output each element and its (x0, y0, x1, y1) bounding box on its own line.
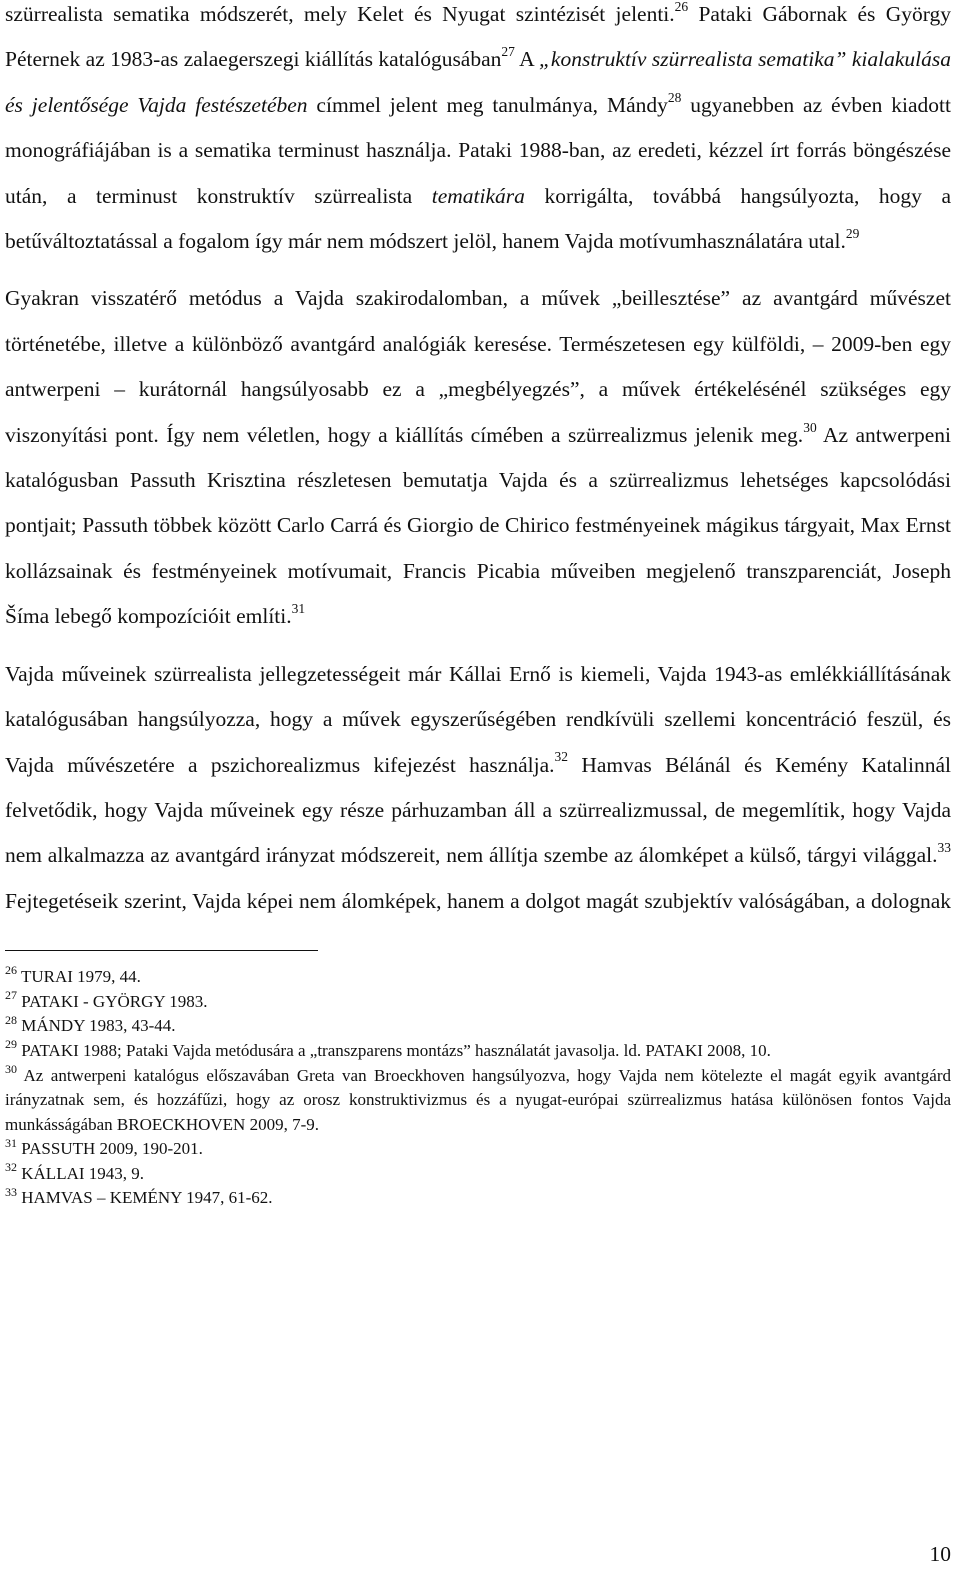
footnote-reference: 29 (845, 225, 860, 241)
footnote-item (5, 965, 951, 990)
footnote-number: 30 (5, 1061, 17, 1076)
footnote-number: 27 (5, 988, 17, 1003)
footnotes (5, 965, 951, 1211)
text-run: Fejtegetéseik szerint, Vajda képei nem álomképek, hanem a dolgot magát szubjektív valóságában, a dolognak (5, 888, 951, 913)
footnote-text: PATAKI 1988; Pataki Vajda metódusára a „transzparens montázs” használatát javasolja. ld. PATAKI 2008, 10. (17, 1040, 771, 1060)
paragraph-1 (5, 0, 951, 264)
text-run: korrigálta, továbbá hangsúlyozta, hogy a betűváltoztatással a fogalom így már nem módszert jelöl, hanem Vajda motívumhasználatára utal. (5, 183, 951, 254)
footnote-text: TURAI 1979, 44. (17, 967, 141, 987)
footnote-item (5, 1186, 951, 1211)
footnote-item (5, 1137, 951, 1162)
footnote-reference: 32 (554, 749, 568, 765)
italic-text: „konstruktív szürrealista sematika” kialakulása és jelentősége Vajda festészetében (5, 47, 952, 117)
text-run: A (514, 47, 539, 72)
text-run: címmel jelent meg tanulmánya, Mándy (307, 92, 668, 117)
footnote-text: Az antwerpeni katalógus előszavában Greta van Broeckhoven hangsúlyozva, hogy Vajda nem kötelezte el magát egyik avantgárd irányzatnak sem, és hozzáfűzi, hogy az orosz konstruktivizmus és a nyugat-európai szürrealizmus hatása különösen fontos Vajda munkásságában BROECKHOVEN 2009, 7-9. (5, 1065, 951, 1134)
text-run: Vajda műveinek szürrealista jellegzetességeit már Kállai Ernő is kiemeli, Vajda 1943-as emlékkiállításának katalógusában hangsúlyozza, hogy a művek egyszerűségében rendkívüli szellemi koncentráció feszül, és Vajda művészetére a pszichorealizmus kifejezést használja. (5, 661, 951, 777)
document-page (5, 0, 951, 1211)
text-run: szürrealista sematika módszerét, mely Kelet és Nyugat szintézisét jelenti. (5, 2, 675, 26)
text-run: ugyanebben az évben kiadott monográfiájában is a sematika terminust használja. Pataki 1988-ban, az eredeti, kézzel írt forrás böngészése után, a terminust konstruktív szürrealista (5, 92, 951, 208)
paragraph-3 (5, 652, 951, 924)
footnote-item (5, 1061, 951, 1138)
footnote-reference: 33 (937, 840, 951, 856)
text-run: Hamvas Bélánál és Kemény Katalinnál felvetődik, hogy Vajda műveinek egy része párhuzamban áll a szürrealizmussal, de megemlítik, hogy Vajda nem alkalmazza az avantgárd irányzat módszereit, nem állítja szembe az álomképet a külső, tárgyi világgal. (5, 752, 951, 868)
footnote-reference: 31 (291, 601, 306, 617)
footnote-item (5, 990, 951, 1015)
footnote-text: PASSUTH 2009, 190-201. (17, 1139, 203, 1159)
footnote-text: KÁLLAI 1943, 9. (17, 1163, 145, 1183)
paragraph-2 (5, 276, 951, 639)
footnote-item (5, 1162, 951, 1187)
footnote-reference: 28 (667, 89, 682, 105)
footnote-reference: 27 (501, 44, 515, 60)
footnote-separator (5, 950, 318, 951)
footnote-text: PATAKI - GYÖRGY 1983. (17, 991, 208, 1011)
footnote-number: 33 (5, 1184, 17, 1199)
footnote-item (5, 1014, 951, 1039)
text-run: Gyakran visszatérő metódus a Vajda szakirodalomban, a művek „beillesztése” az avantgárd művészet történetébe, illetve a különböző avantgárd analógiák keresése. Természetesen egy külföldi, – 2009-ben egy antwerpeni – kurátornál hangsúlyosabb ez a „megbélyegzés”, a művek értékelésénél szükséges egy viszonyítási pont. Így nem véletlen, hogy a kiállítás címében a szürrealizmus jelenik meg. (5, 286, 951, 447)
page-number: 10 (929, 1542, 951, 1566)
footnote-number: 28 (5, 1012, 17, 1027)
footnote-number: 29 (5, 1037, 17, 1052)
footnote-reference: 30 (803, 419, 817, 435)
italic-text: tematikára (431, 183, 525, 208)
footnote-reference: 26 (674, 0, 689, 14)
text-run: Pataki Gábornak és György Péternek az 1983-as zalaegerszegi kiállítás katalógusában (5, 2, 951, 72)
text-run: Az antwerpeni katalógusban Passuth Krisztina részletesen bemutatja Vajda és a szürrealizmus lehetséges kapcsolódási pontjait; Passuth többek között Carlo Carrá és Giorgio de Chirico festményeinek mágikus tárgyait, Max Ernst kollázsainak és festményeinek motívumait, Francis Picabia műveiben megjelenő transzparenciát, Joseph Šíma lebegő kompozícióit említi. (5, 422, 951, 629)
footnote-text: MÁNDY 1983, 43-44. (17, 1016, 176, 1036)
footnote-text: HAMVAS – KEMÉNY 1947, 61-62. (17, 1188, 273, 1208)
footnote-number: 31 (5, 1135, 17, 1150)
footnote-item (5, 1039, 951, 1064)
footnote-number: 26 (5, 963, 17, 978)
footnote-number: 32 (5, 1160, 17, 1175)
